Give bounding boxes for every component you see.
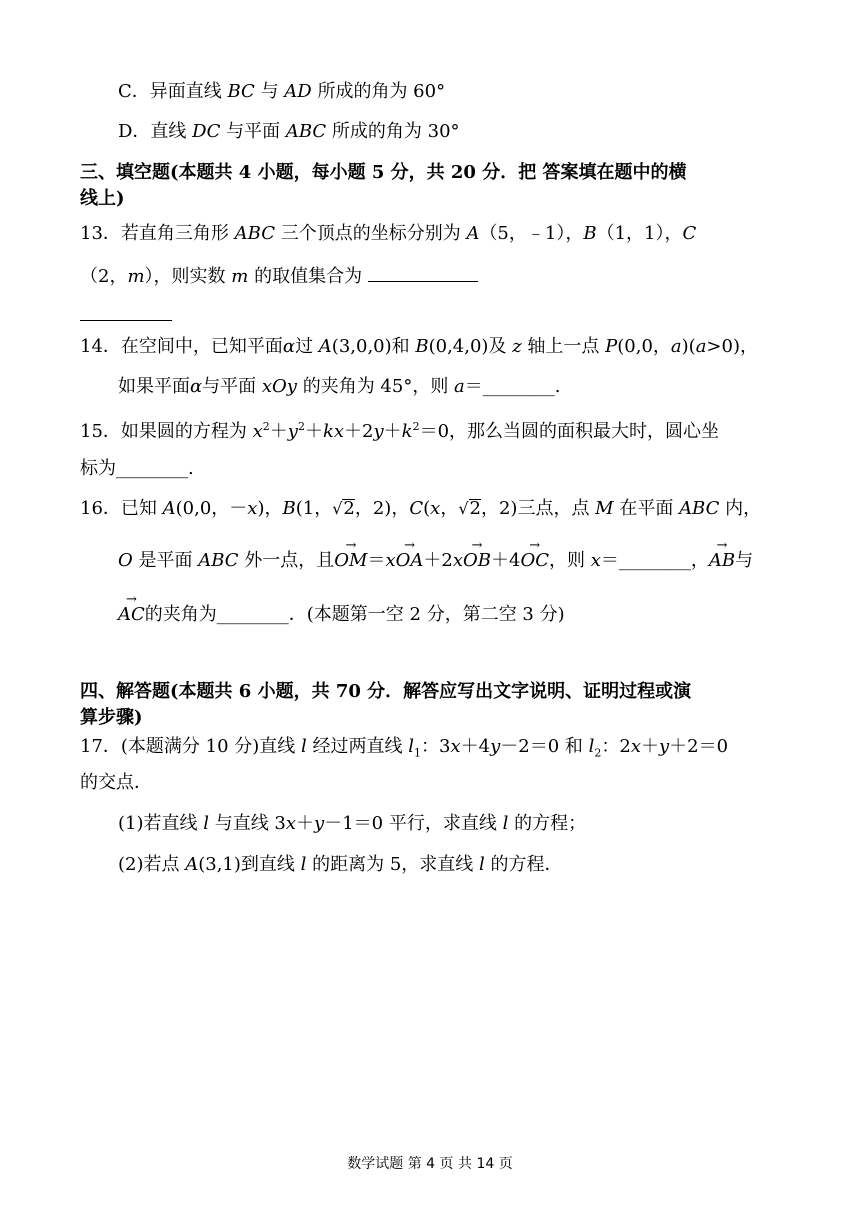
question-17-line-1: 17．(本题满分 10 分)直线 l 经过两直线 $l_1$：3x＋4y－2＝0 和 $l_2$：2x＋y＋2＝0 xyxy=(80,736,729,760)
question-13-line-1: 13．若直角三角形 ABC 三个顶点的坐标分别为 A（5，﹣1），B（1，1），C xyxy=(80,223,697,244)
question-15-line-1: 15．如果圆的方程为 $x^2+y^2+kx+2y+k^2=0$，那么当圆的面积最大时，圆心坐 xyxy=(80,420,720,442)
question-17-line-2: 的交点． xyxy=(80,772,152,793)
question-14-line-2: 如果平面α与平面 xOy 的夹角为 45°，则 a＝________. xyxy=(118,376,561,397)
option-d: D．直线 DC 与平面 ABC 所成的角为 30° xyxy=(118,121,460,142)
option-c: C．异面直线 BC 与 AD 所成的角为 60° xyxy=(118,81,446,102)
section-4-heading-cont: 算步骤) xyxy=(80,707,143,728)
question-16-line-3: → AC的夹角为________．(本题第一空 2 分，第二空 3 分) xyxy=(118,603,565,627)
question-16-line-2: O 是平面 ABC 外一点，且→ OM＝x→ OA＋2x→ OB＋4→ OC，则 x＝________，→ AB与 xyxy=(118,549,753,573)
section-4-heading: 四、解答题(本题共 6 小题，共 70 分．解答应写出文字说明、证明过程或演 xyxy=(80,681,692,702)
answer-blank-continuation xyxy=(80,320,172,321)
question-13-line-2: （2，m），则实数 m 的取值集合为 xyxy=(80,265,478,289)
section-3-heading: 三、填空题(本题共 4 小题，每小题 5 分，共 20 分．把 答案填在题中的横 xyxy=(80,162,687,183)
question-14-line-1: 14．在空间中，已知平面α过 A(3,0,0)和 B(0,4,0)及 z 轴上一点 P(0,0，a)(a>0)， xyxy=(80,336,758,357)
question-16-line-1: 16．已知 A(0,0，－x)，B(1，√2，2)，C(x，√2，2)三点，点 M 在平面 ABC 内， xyxy=(80,498,762,519)
section-3-heading-cont: 线上) xyxy=(80,188,125,209)
page-footer: 数学试题 第 4 页 共 14 页 xyxy=(347,1156,513,1172)
answer-blank xyxy=(368,265,478,282)
question-17-part-2: (2)若点 A(3,1)到直线 l 的距离为 5，求直线 l 的方程． xyxy=(118,854,563,875)
question-17-part-1: (1)若直线 l 与直线 3x＋y－1＝0 平行，求直线 l 的方程； xyxy=(118,813,587,834)
question-15-line-2: 标为________. xyxy=(80,458,194,479)
